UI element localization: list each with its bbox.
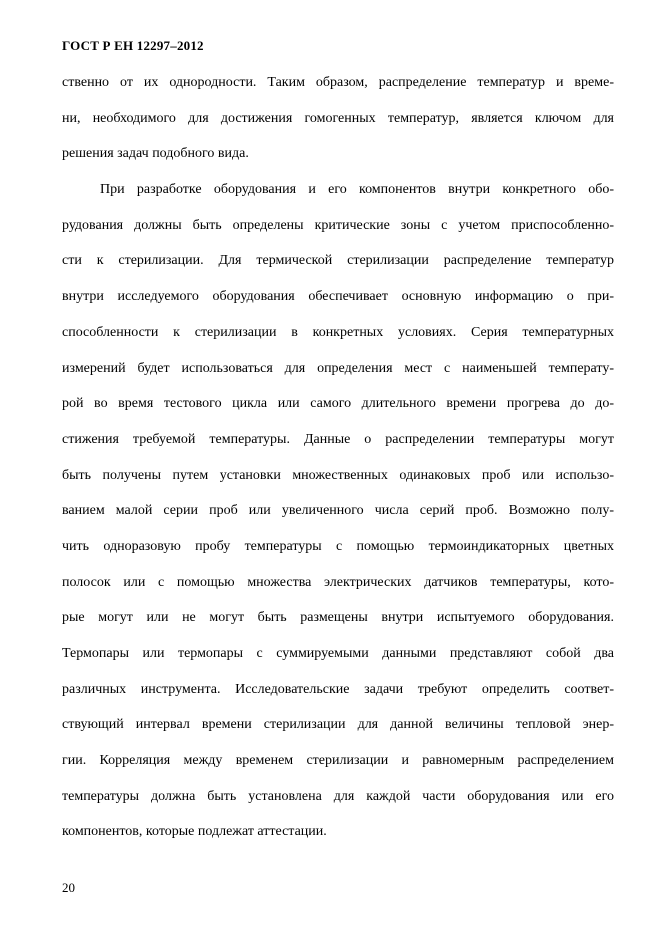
text-line: температуры должна быть установлена для каждой части оборудования или его xyxy=(62,788,614,804)
text-line: компонентов, которые подлежат аттестации. xyxy=(62,824,327,840)
text-line: ствующий интервал времени стерилизации для данной величины тепловой энер- xyxy=(62,717,614,733)
text-line: рой во время тестового цикла или самого длительного времени прогрева до до- xyxy=(62,396,614,412)
text-line: решения задач подобного вида. xyxy=(62,146,249,162)
text-line: рые могут или не могут быть размещены внутри испытуемого оборудования. xyxy=(62,610,614,626)
text-line: способленности к стерилизации в конкретных условиях. Серия температурных xyxy=(62,324,614,340)
page-number: 20 xyxy=(62,880,75,895)
body-text xyxy=(62,65,614,850)
text-line: полосок или с помощью множества электрических датчиков температуры, кото- xyxy=(62,574,614,590)
text-line: гии. Корреляция между временем стерилизации и равномерным распределением xyxy=(62,753,614,769)
text-line: сти к стерилизации. Для термической стерилизации распределение температур xyxy=(62,253,614,269)
text-line: ственно от их однородности. Таким образом, распределение температур и време- xyxy=(62,75,614,90)
text-line: Термопары или термопары с суммируемыми данными представляют собой два xyxy=(62,646,614,661)
text-line: чить одноразовую пробу температуры с помощью термоиндикаторных цветных xyxy=(62,538,614,554)
text-line: рудования должны быть определены критические зоны с учетом приспособленно- xyxy=(62,217,614,233)
text-line: стижения требуемой температуры. Данные о распределении температуры могут xyxy=(62,431,614,447)
text-line: быть получены путем установки множественных одинаковых проб или использо- xyxy=(62,467,614,483)
document-header: ГОСТ Р ЕН 12297–2012 xyxy=(62,38,204,53)
text-line: измерений будет использоваться для определения мест с наименьшей температу- xyxy=(62,360,614,376)
text-line: ванием малой серии проб или увеличенного числа серий проб. Возможно полу- xyxy=(62,503,614,519)
text-line: различных инструмента. Исследовательские задачи требуют определить соответ- xyxy=(62,681,614,697)
text-line: внутри исследуемого оборудования обеспечивает основную информацию о при- xyxy=(62,289,614,305)
text-line: ни, необходимого для достижения гомогенных температур, является ключом для xyxy=(62,110,614,126)
text-line: При разработке оборудования и его компонентов внутри конкретного обо- xyxy=(100,182,614,198)
